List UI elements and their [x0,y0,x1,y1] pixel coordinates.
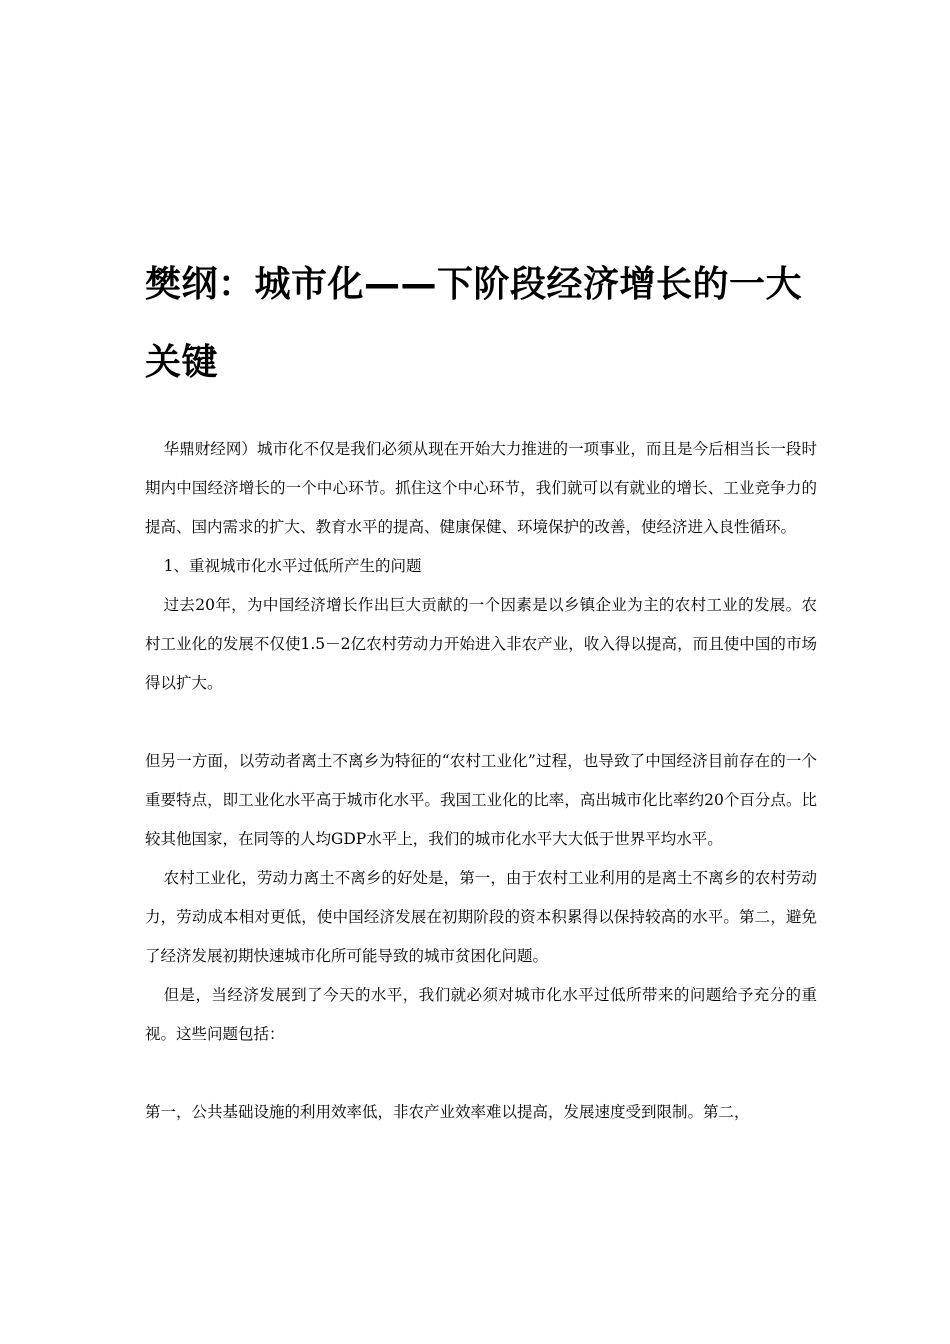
paragraph-problems-intro: 但是，当经济发展到了今天的水平，我们就必须对城市化水平过低所带来的问题给予充分的重视。这些问题包括： [145,986,817,1043]
paragraph-rural-industry: 过去20年，为中国经济增长作出巨大贡献的一个因素是以乡镇企业为主的农村工业的发展。农村工业化的发展不仅使1.5－2亿农村劳动力开始进入非农产业，收入得以提高，而且使中国的市场得以扩大。 [145,596,817,692]
document-title: 樊纲：城市化——下阶段经济增长的一大关键 [145,264,803,383]
paragraph-problems-list: 第一，公共基础设施的利用效率低，非农产业效率难以提高，发展速度受到限制。第二， [145,1103,750,1121]
paragraph-on-the-other-hand: 但另一方面，以劳动者离土不离乡为特征的“农村工业化”过程，也导致了中国经济目前存在的一个重要特点，即工业化水平高于城市化水平。我国工业化的比率，高出城市化比率约20个百分点。比较其他国家，在同等的人均GDP水平上，我们的城市化水平大大低于世界平均水平。 [145,752,817,848]
paragraph-benefits: 农村工业化，劳动力离土不离乡的好处是，第一，由于农村工业利用的是离土不离乡的农村劳动力，劳动成本相对更低，使中国经济发展在初期阶段的资本积累得以保持较高的水平。第二，避免了经济发展初期快速城市化所可能导致的城市贫困化问题。 [145,869,817,965]
document-body [145,430,817,1132]
paragraph-intro: 华鼎财经网）城市化不仅是我们必须从现在开始大力推进的一项事业，而且是今后相当长一段时期内中国经济增长的一个中心环节。抓住这个中心环节，我们就可以有就业的增长、工业竞争力的提高、国内需求的扩大、教育水平的提高、健康保健、环境保护的改善，使经济进入良性循环。 [145,440,817,536]
section-heading-1: 1、重视城市化水平过低所产生的问题 [163,557,422,575]
